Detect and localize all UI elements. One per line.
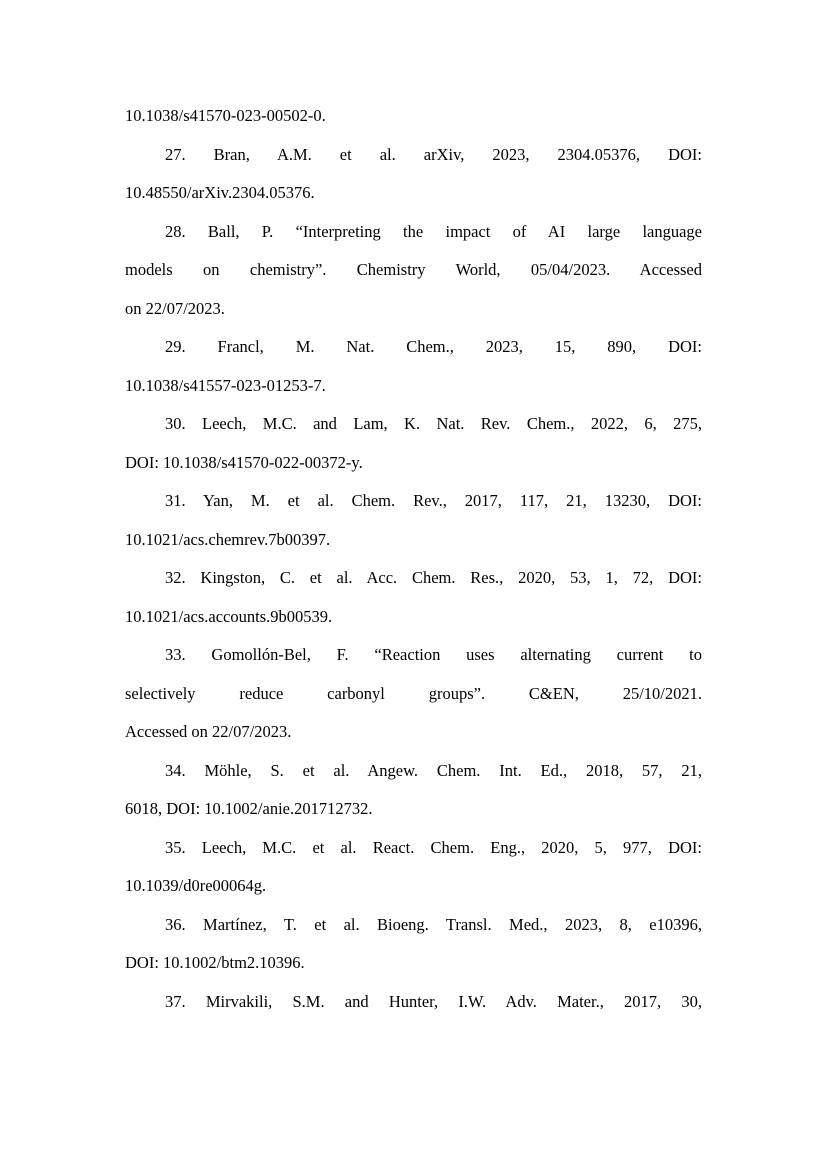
reference-line: DOI: 10.1002/btm2.10396.: [125, 953, 305, 972]
references-list: [125, 97, 702, 1021]
reference-item-29: [125, 328, 702, 405]
reference-line: 37. Mirvakili, S.M. and Hunter, I.W. Adv. Mater., 2017, 30,: [165, 991, 702, 1011]
reference-item-28: [125, 213, 702, 329]
reference-line: 10.48550/arXiv.2304.05376.: [125, 183, 315, 202]
reference-line: 10.1021/acs.accounts.9b00539.: [125, 606, 333, 626]
reference-line: 6018, DOI: 10.1002/anie.201712732.: [125, 799, 373, 818]
reference-item-27: [125, 136, 702, 213]
reference-line: 32. Kingston, C. et al. Acc. Chem. Res., 2020, 53, 1, 72, DOI:: [165, 568, 702, 587]
reference-line: 29. Francl, M. Nat. Chem., 2023, 15, 890, DOI:: [165, 337, 702, 356]
reference-line: 34. Möhle, S. et al. Angew. Chem. Int. Ed., 2018, 57, 21,: [165, 760, 702, 780]
reference-continuation: [125, 97, 702, 136]
reference-line: 35. Leech, M.C. et al. React. Chem. Eng., 2020, 5, 977, DOI:: [165, 837, 702, 857]
reference-item-31: [125, 482, 702, 559]
reference-line: 28. Ball, P. “Interpreting the impact of AI large language: [165, 221, 702, 241]
reference-item-35: [125, 829, 702, 906]
reference-line: models on chemistry”. Chemistry World, 05/04/2023. Accessed: [125, 260, 702, 279]
reference-line: selectively reduce carbonyl groups”. C&EN, 25/10/2021.: [125, 683, 702, 703]
reference-line: on 22/07/2023.: [125, 298, 225, 318]
reference-item-32: [125, 559, 702, 636]
reference-item-33: [125, 636, 702, 752]
reference-line: 33. Gomollón-Bel, F. “Reaction uses alternating current to: [165, 645, 702, 664]
reference-item-37: [125, 983, 702, 1022]
reference-item-30: [125, 405, 702, 482]
reference-line: 10.1038/s41557-023-01253-7.: [125, 375, 326, 395]
reference-item-34: [125, 752, 702, 829]
reference-line: 31. Yan, M. et al. Chem. Rev., 2017, 117, 21, 13230, DOI:: [165, 491, 702, 510]
reference-item-36: [125, 906, 702, 983]
reference-line: 10.1038/s41570-023-00502-0.: [125, 106, 326, 125]
reference-line: 10.1039/d0re00064g.: [125, 876, 267, 895]
reference-line: 30. Leech, M.C. and Lam, K. Nat. Rev. Chem., 2022, 6, 275,: [165, 414, 702, 433]
reference-line: 36. Martínez, T. et al. Bioeng. Transl. Med., 2023, 8, e10396,: [165, 914, 702, 934]
reference-line: DOI: 10.1038/s41570-022-00372-y.: [125, 452, 363, 472]
reference-line: Accessed on 22/07/2023.: [125, 722, 292, 741]
reference-line: 27. Bran, A.M. et al. arXiv, 2023, 2304.05376, DOI:: [165, 144, 702, 164]
reference-line: 10.1021/acs.chemrev.7b00397.: [125, 529, 331, 549]
